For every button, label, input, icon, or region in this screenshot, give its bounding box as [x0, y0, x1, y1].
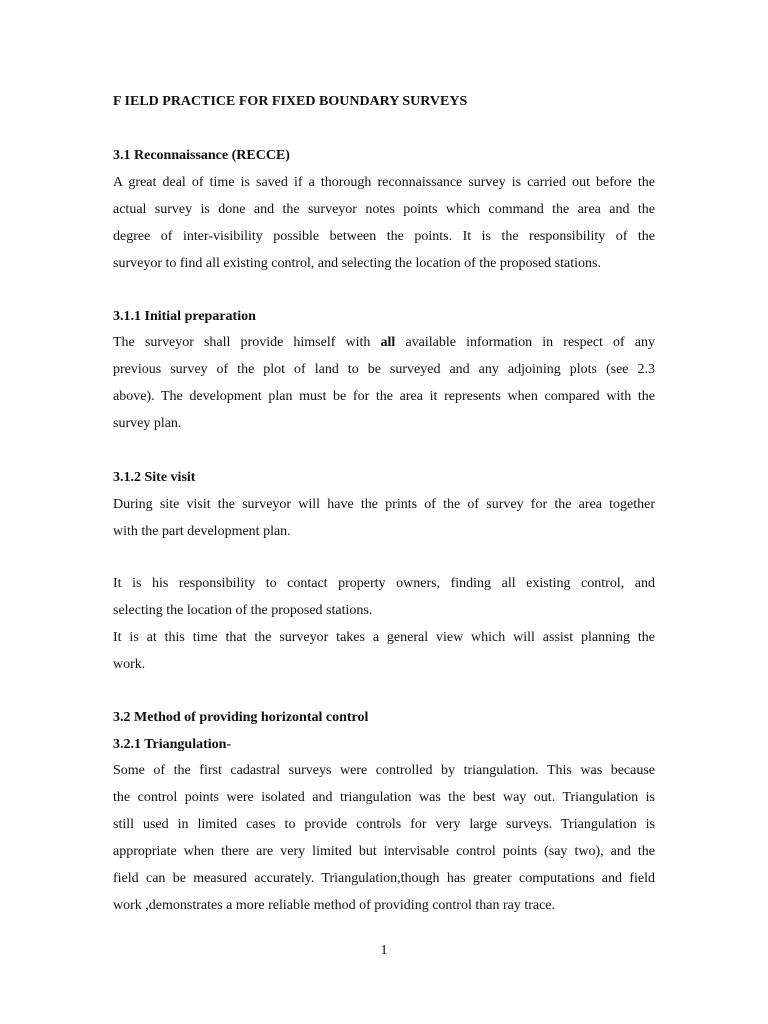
- paragraph-line: It is his responsibility to contact property owners, finding all existing control, and: [113, 576, 655, 591]
- paragraph-line: It is at this time that the surveyor takes a general view which will assist planning the: [113, 630, 655, 645]
- text-segment: The surveyor shall provide himself with: [113, 335, 371, 350]
- paragraph-line: work.: [113, 657, 146, 672]
- paragraph-line: field can be measured accurately. Triangulation,though has greater computations and field: [113, 871, 655, 886]
- section-heading-initial-preparation: 3.1.1 Initial preparation: [113, 309, 256, 324]
- paragraph-line: surveyor to find all existing control, and selecting the location of the proposed stations.: [113, 256, 601, 271]
- section-heading-horizontal-control: 3.2 Method of providing horizontal control: [113, 710, 369, 725]
- paragraph-line: degree of inter-visibility possible between the points. It is the responsibility of the: [113, 229, 655, 244]
- paragraph-line: A great deal of time is saved if a thorough reconnaissance survey is carried out before the: [113, 175, 655, 190]
- paragraph-line: previous survey of the plot of land to be surveyed and any adjoining plots (see 2.3: [113, 362, 655, 377]
- paragraph-line: Some of the first cadastral surveys were controlled by triangulation. This was because: [113, 763, 655, 778]
- paragraph-line: the control points were isolated and triangulation was the best way out. Triangulation is: [113, 790, 655, 805]
- paragraph-line: work ,demonstrates a more reliable method of providing control than ray trace.: [113, 898, 556, 913]
- section-heading-reconnaissance: 3.1 Reconnaissance (RECCE): [113, 148, 290, 163]
- section-heading-triangulation: 3.2.1 Triangulation-: [113, 737, 232, 752]
- section-heading-site-visit: 3.1.2 Site visit: [113, 470, 196, 485]
- paragraph-line: still used in limited cases to provide controls for very large surveys. Triangulation is: [113, 817, 655, 832]
- paragraph-line: actual survey is done and the surveyor notes points which command the area and the: [113, 202, 655, 217]
- paragraph-line: appropriate when there are very limited but intervisable control points (say two), and the: [113, 844, 655, 859]
- paragraph-line: above). The development plan must be for the area it represents when compared with the: [113, 389, 655, 404]
- document-title: F IELD PRACTICE FOR FIXED BOUNDARY SURVEYS: [113, 94, 468, 109]
- paragraph-line-with-emphasis: [113, 335, 655, 351]
- page-number: 1: [380, 943, 388, 958]
- paragraph-line: with the part development plan.: [113, 524, 291, 539]
- paragraph-line: survey plan.: [113, 416, 182, 431]
- paragraph-line: During site visit the surveyor will have the prints of the of survey for the area together: [113, 497, 655, 512]
- text-segment: available information in respect of any: [405, 335, 656, 350]
- paragraph-line: selecting the location of the proposed stations.: [113, 603, 373, 618]
- emphasized-word: all: [380, 335, 396, 350]
